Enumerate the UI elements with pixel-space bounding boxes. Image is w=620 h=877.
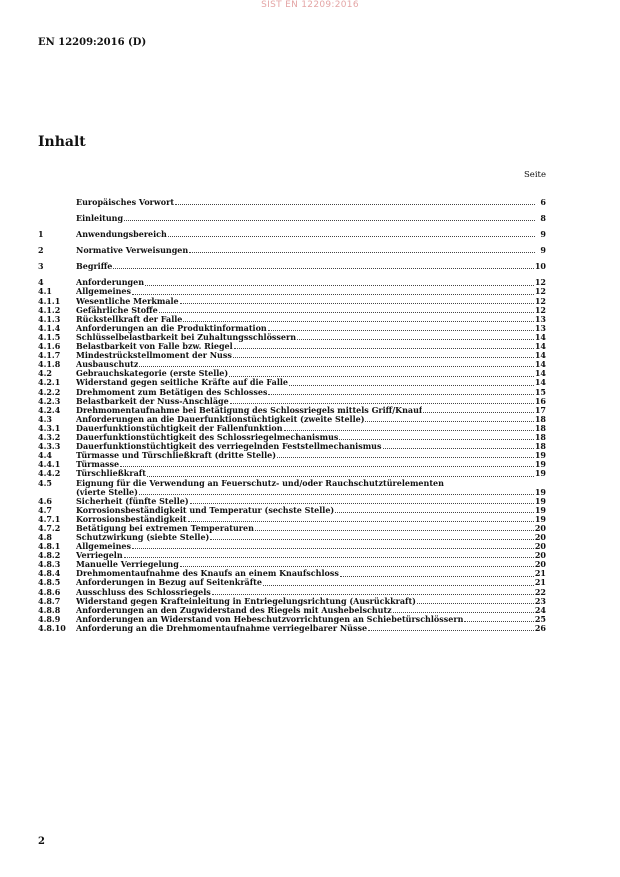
dot-leader (277, 457, 534, 458)
dot-leader (180, 566, 534, 567)
dot-leader (175, 204, 535, 205)
toc-entry-title: Allgemeines (76, 287, 131, 297)
toc-entry-number: 4.8.3 (38, 559, 61, 570)
toc-entry-title: Eignung für die Verwendung an Feuerschutz- und/oder Rauchschutztürelementen (76, 477, 444, 488)
toc-entry-page: 9 (540, 229, 546, 240)
toc-entry-title: Gefährliche Stoffe (76, 305, 158, 315)
toc-entry-title: Ausbauschutz (76, 360, 139, 370)
toc-entry[interactable] (38, 388, 546, 397)
toc-entry[interactable] (38, 351, 546, 360)
dot-leader (145, 285, 534, 286)
toc-entry-page: 26 (534, 622, 546, 633)
toc-entry-title: Manuelle Verriegelung (76, 560, 179, 570)
page-column-label: Seite (523, 170, 546, 180)
dot-leader (340, 576, 534, 577)
toc-entry[interactable] (38, 560, 546, 569)
toc-entry-number: 4.3.3 (38, 441, 61, 452)
dot-leader (132, 294, 534, 295)
toc-entry-number: 4 (38, 277, 44, 288)
toc-entry-page: 22 (534, 586, 546, 597)
toc-entry-title: Widerstand gegen Krafteinleitung in Entriegelungsrichtung (Ausrückkraft) (76, 596, 416, 606)
toc-entry[interactable] (38, 460, 546, 469)
toc-entry-number: 4.2 (38, 368, 52, 379)
toc-entry-page: 24 (534, 604, 546, 615)
dot-leader (233, 357, 534, 358)
toc-entry-page: 12 (534, 286, 546, 297)
toc-entry[interactable] (38, 451, 546, 460)
toc-entry-title: Anforderungen an den Zugwiderstand des Riegels mit Aushebelschutz (76, 605, 392, 615)
toc-entry-title: Schutzwirkung (siebte Stelle) (76, 533, 210, 542)
toc-entry-page: 19 (534, 486, 546, 497)
dot-leader (339, 439, 533, 440)
toc-entry-title: Anforderungen an Widerstand von Hebeschutzvorrichtungen an Schiebetürschlössern (76, 614, 464, 624)
dot-leader (120, 466, 534, 467)
toc-entry-number: 4.8.2 (38, 550, 61, 561)
dot-leader (368, 630, 534, 631)
toc-entry-number: 4.2.2 (38, 386, 61, 397)
toc-entry-title-continued: (vierte Stelle) (76, 487, 138, 497)
toc-entry-title: Rückstellkraft der Falle (76, 314, 183, 324)
toc-entry-number: 4.4 (38, 450, 52, 461)
toc-entry[interactable] (38, 497, 546, 506)
toc-entry-number: 4.8.6 (38, 586, 61, 597)
toc-entry-title: Begriffe (76, 262, 113, 272)
dot-leader (188, 521, 534, 522)
toc-entry-title: Allgemeines (76, 542, 131, 552)
dot-leader (212, 594, 534, 595)
toc-entry-title: Normative Verweisungen (76, 246, 189, 256)
toc-entry[interactable] (38, 569, 546, 578)
toc-entry-number: 4.1.6 (38, 341, 61, 352)
page-number: 2 (38, 836, 45, 847)
dot-leader (268, 330, 534, 331)
toc-entry-title: Drehmomentaufnahme des Knaufs an einem Knaufschloss (76, 569, 339, 579)
toc-entry-page: 14 (534, 359, 546, 370)
toc-entry-title: Anwendungsbereich (76, 230, 167, 240)
toc-entry-number: 4.8.9 (38, 613, 61, 624)
toc-entry-number: 4.1.4 (38, 322, 61, 333)
toc-entry-number: 4.2.3 (38, 395, 61, 406)
dot-leader (124, 220, 535, 221)
toc-entry-number: 4.2.1 (38, 377, 61, 388)
dot-leader (464, 621, 533, 622)
toc-entry-page: 19 (534, 495, 546, 506)
toc-entry-page: 9 (540, 245, 546, 256)
toc-entry-number: 4.4.2 (38, 468, 61, 479)
table-of-contents (38, 198, 546, 633)
toc-entry-title: Drehmoment zum Betätigen des Schlosses (76, 387, 268, 397)
toc-entry[interactable] (38, 624, 546, 633)
dot-leader (168, 236, 535, 237)
toc-entry-page: 20 (534, 541, 546, 552)
toc-entry-number: 4.2.4 (38, 404, 61, 415)
toc-entry[interactable] (38, 551, 546, 560)
toc-entry-number: 4.1.7 (38, 350, 61, 361)
toc-entry-page: 14 (534, 377, 546, 388)
toc-entry-page: 13 (534, 313, 546, 324)
toc-entry-number: 4.3.1 (38, 422, 61, 433)
toc-entry-page: 14 (534, 341, 546, 352)
toc-entry[interactable] (38, 542, 546, 551)
toc-entry[interactable] (38, 397, 546, 406)
toc-entry[interactable] (38, 615, 546, 624)
toc-entry-title: Betätigung bei extremen Temperaturen (76, 523, 254, 533)
toc-entry[interactable] (38, 415, 546, 424)
toc-entry-title: Türmasse (76, 460, 120, 470)
toc-entry-number: 4.8.5 (38, 577, 61, 588)
toc-entry-title: Schlüsselbelastbarkeit bei Zuhaltungsschlössern (76, 332, 297, 342)
toc-entry[interactable] (38, 214, 546, 223)
toc-entry-title: Dauerfunktionstüchtigkeit des verriegelnden Feststellmechanismus (76, 442, 382, 452)
toc-entry[interactable] (38, 479, 546, 497)
toc-entry-title: Türschließkraft (76, 469, 146, 479)
dot-leader (159, 312, 534, 313)
toc-entry-number: 4.1 (38, 286, 52, 297)
toc-entry-number: 4.8.10 (38, 622, 66, 633)
toc-entry-title: Drehmomentaufnahme bei Betätigung des Schlossriegels mittels Griff/Knauf (76, 405, 423, 415)
toc-entry-page: 19 (534, 468, 546, 479)
toc-entry-number: 4.7 (38, 504, 52, 515)
toc-entry-title: Widerstand gegen seitliche Kräfte auf die Falle (76, 378, 288, 388)
toc-entry[interactable] (38, 597, 546, 606)
dot-leader (289, 385, 534, 386)
toc-entry[interactable] (38, 442, 546, 451)
toc-entry-number: 4.3.2 (38, 431, 61, 442)
dot-leader (180, 303, 534, 304)
toc-entry[interactable] (38, 198, 546, 207)
toc-entry-title: Dauerfunktionstüchtigkeit der Fallenfunktion (76, 423, 283, 433)
toc-entry-title: Korrosionsbeständigkeit und Temperatur (sechste Stelle) (76, 505, 335, 515)
toc-entry-title: Belastbarkeit der Nuss-Anschläge (76, 396, 229, 406)
toc-entry-number: 4.7.1 (38, 513, 61, 524)
toc-entry[interactable] (38, 379, 546, 388)
toc-entry-title: Ausschluss des Schlossriegels (76, 587, 211, 597)
page-title: Inhalt (38, 134, 86, 150)
dot-leader (335, 512, 534, 513)
dot-leader (284, 430, 534, 431)
toc-entry[interactable] (38, 288, 546, 297)
toc-entry-number: 4.1.3 (38, 313, 61, 324)
toc-entry-title: Verriegeln (76, 551, 123, 561)
toc-entry-title: Mindestrückstellmoment der Nuss (76, 351, 232, 361)
toc-entry-number: 1 (38, 229, 44, 240)
toc-entry-title: Korrosionsbeständigkeit (76, 514, 187, 524)
toc-entry-title: Wesentliche Merkmale (76, 296, 179, 306)
dot-leader (139, 366, 533, 367)
toc-entry-number: 4.1.8 (38, 359, 61, 370)
toc-entry-title: Belastbarkeit von Falle bzw. Riegel (76, 342, 233, 352)
toc-entry[interactable] (38, 342, 546, 351)
watermark: SIST EN 12209:2016 (261, 0, 359, 10)
toc-entry[interactable] (38, 306, 546, 315)
toc-entry[interactable] (38, 315, 546, 324)
toc-entry[interactable] (38, 230, 546, 239)
toc-entry[interactable] (38, 433, 546, 442)
toc-entry-page: 18 (534, 431, 546, 442)
toc-entry-number: 4.3 (38, 413, 52, 424)
toc-entry-page: 8 (540, 213, 546, 223)
toc-entry-page: 19 (534, 459, 546, 470)
dot-leader (113, 268, 534, 269)
toc-entry-page: 20 (534, 559, 546, 570)
toc-entry-page: 18 (534, 441, 546, 452)
toc-entry-number: 2 (38, 245, 44, 256)
dot-leader (263, 585, 534, 586)
toc-entry-page: 18 (534, 413, 546, 424)
toc-entry-title: Anforderungen in Bezug auf Seitenkräfte (76, 578, 262, 588)
dot-leader (147, 476, 534, 477)
toc-entry-page: 19 (534, 513, 546, 524)
toc-entry-page: 17 (534, 404, 546, 415)
dot-leader (417, 603, 534, 604)
dot-leader (234, 348, 534, 349)
toc-entry-number: 4.8 (38, 532, 52, 542)
dot-leader (423, 412, 533, 413)
toc-entry-page: 14 (534, 368, 546, 379)
toc-entry[interactable] (38, 506, 546, 515)
toc-entry-page: 10 (534, 261, 546, 272)
toc-entry-number: 4.1.1 (38, 295, 61, 306)
dot-leader (189, 252, 535, 253)
toc-entry-page: 6 (540, 196, 546, 207)
toc-entry-title: Anforderungen an die Produktinformation (76, 323, 267, 333)
dot-leader (268, 394, 533, 395)
toc-entry-page: 19 (534, 450, 546, 461)
toc-entry[interactable] (38, 406, 546, 415)
toc-entry[interactable] (38, 606, 546, 615)
toc-entry[interactable] (38, 524, 546, 533)
toc-entry-number: 4.7.2 (38, 522, 61, 533)
toc-entry[interactable] (38, 588, 546, 597)
dot-leader (383, 448, 534, 449)
toc-entry-page: 20 (534, 550, 546, 561)
toc-entry-page: 21 (534, 577, 546, 588)
toc-entry-page: 23 (534, 595, 546, 606)
dot-leader (139, 494, 534, 495)
toc-entry-page: 12 (534, 277, 546, 288)
toc-entry-page: 15 (534, 386, 546, 397)
toc-entry-title: Europäisches Vorwort (76, 197, 175, 207)
dot-leader (255, 530, 534, 531)
dot-leader (393, 612, 534, 613)
toc-entry[interactable] (38, 333, 546, 342)
toc-entry-page: 12 (534, 295, 546, 306)
toc-entry-number: 4.1.5 (38, 331, 61, 342)
toc-entry-number: 4.8.4 (38, 568, 61, 579)
toc-entry-title: Anforderung an die Drehmomentaufnahme verriegelbarer Nüsse (76, 623, 368, 633)
toc-entry-number: 4.1.2 (38, 304, 61, 315)
document-id: EN 12209:2016 (D) (38, 37, 147, 48)
dot-leader (230, 403, 534, 404)
toc-entry[interactable] (38, 424, 546, 433)
toc-entry-page: 13 (534, 322, 546, 333)
toc-entry[interactable] (38, 262, 546, 271)
toc-entry-page: 19 (534, 504, 546, 515)
toc-entry-title: Sicherheit (fünfte Stelle) (76, 496, 189, 506)
toc-entry-title: Anforderungen (76, 278, 145, 288)
toc-entry-page: 18 (534, 422, 546, 433)
toc-entry[interactable] (38, 369, 546, 378)
toc-entry-page: 20 (534, 522, 546, 533)
dot-leader (365, 421, 533, 422)
toc-entry-title: Einleitung (76, 214, 124, 223)
dot-leader (190, 503, 534, 504)
toc-entry[interactable] (38, 297, 546, 306)
dot-leader (124, 557, 534, 558)
toc-entry[interactable] (38, 360, 546, 369)
toc-entry-title: Anforderungen an die Dauerfunktionstüchtigkeit (zweite Stelle) (76, 414, 365, 424)
toc-entry-number: 4.6 (38, 495, 52, 506)
dot-leader (183, 321, 533, 322)
toc-entry-title: Dauerfunktionstüchtigkeit des Schlossriegelmechanismus (76, 432, 339, 442)
toc-entry-title: Gebrauchskategorie (erste Stelle) (76, 369, 229, 379)
toc-entry[interactable] (38, 278, 546, 287)
toc-entry-number: 4.8.8 (38, 604, 61, 615)
toc-entry-title: Türmasse und Türschließkraft (dritte Stelle) (76, 451, 276, 461)
toc-entry-page: 14 (534, 331, 546, 342)
toc-entry-page: 16 (534, 395, 546, 406)
toc-entry[interactable] (38, 533, 546, 542)
toc-entry-number: 4.4.1 (38, 459, 61, 470)
dot-leader (210, 539, 534, 540)
dot-leader (229, 376, 534, 377)
toc-entry-page: 21 (534, 568, 546, 579)
toc-entry-page: 20 (534, 532, 546, 542)
toc-entry[interactable] (38, 515, 546, 524)
toc-entry-number: 4.5 (38, 477, 52, 488)
toc-entry[interactable] (38, 246, 546, 255)
toc-entry[interactable] (38, 579, 546, 588)
toc-entry-number: 4.8.7 (38, 595, 61, 606)
toc-entry-page: 12 (534, 304, 546, 315)
toc-entry-number: 3 (38, 261, 44, 272)
toc-entry-page: 25 (534, 613, 546, 624)
toc-entry-number: 4.8.1 (38, 541, 61, 552)
toc-entry[interactable] (38, 324, 546, 333)
dot-leader (297, 339, 534, 340)
toc-entry-page: 14 (534, 350, 546, 361)
dot-leader (132, 548, 534, 549)
